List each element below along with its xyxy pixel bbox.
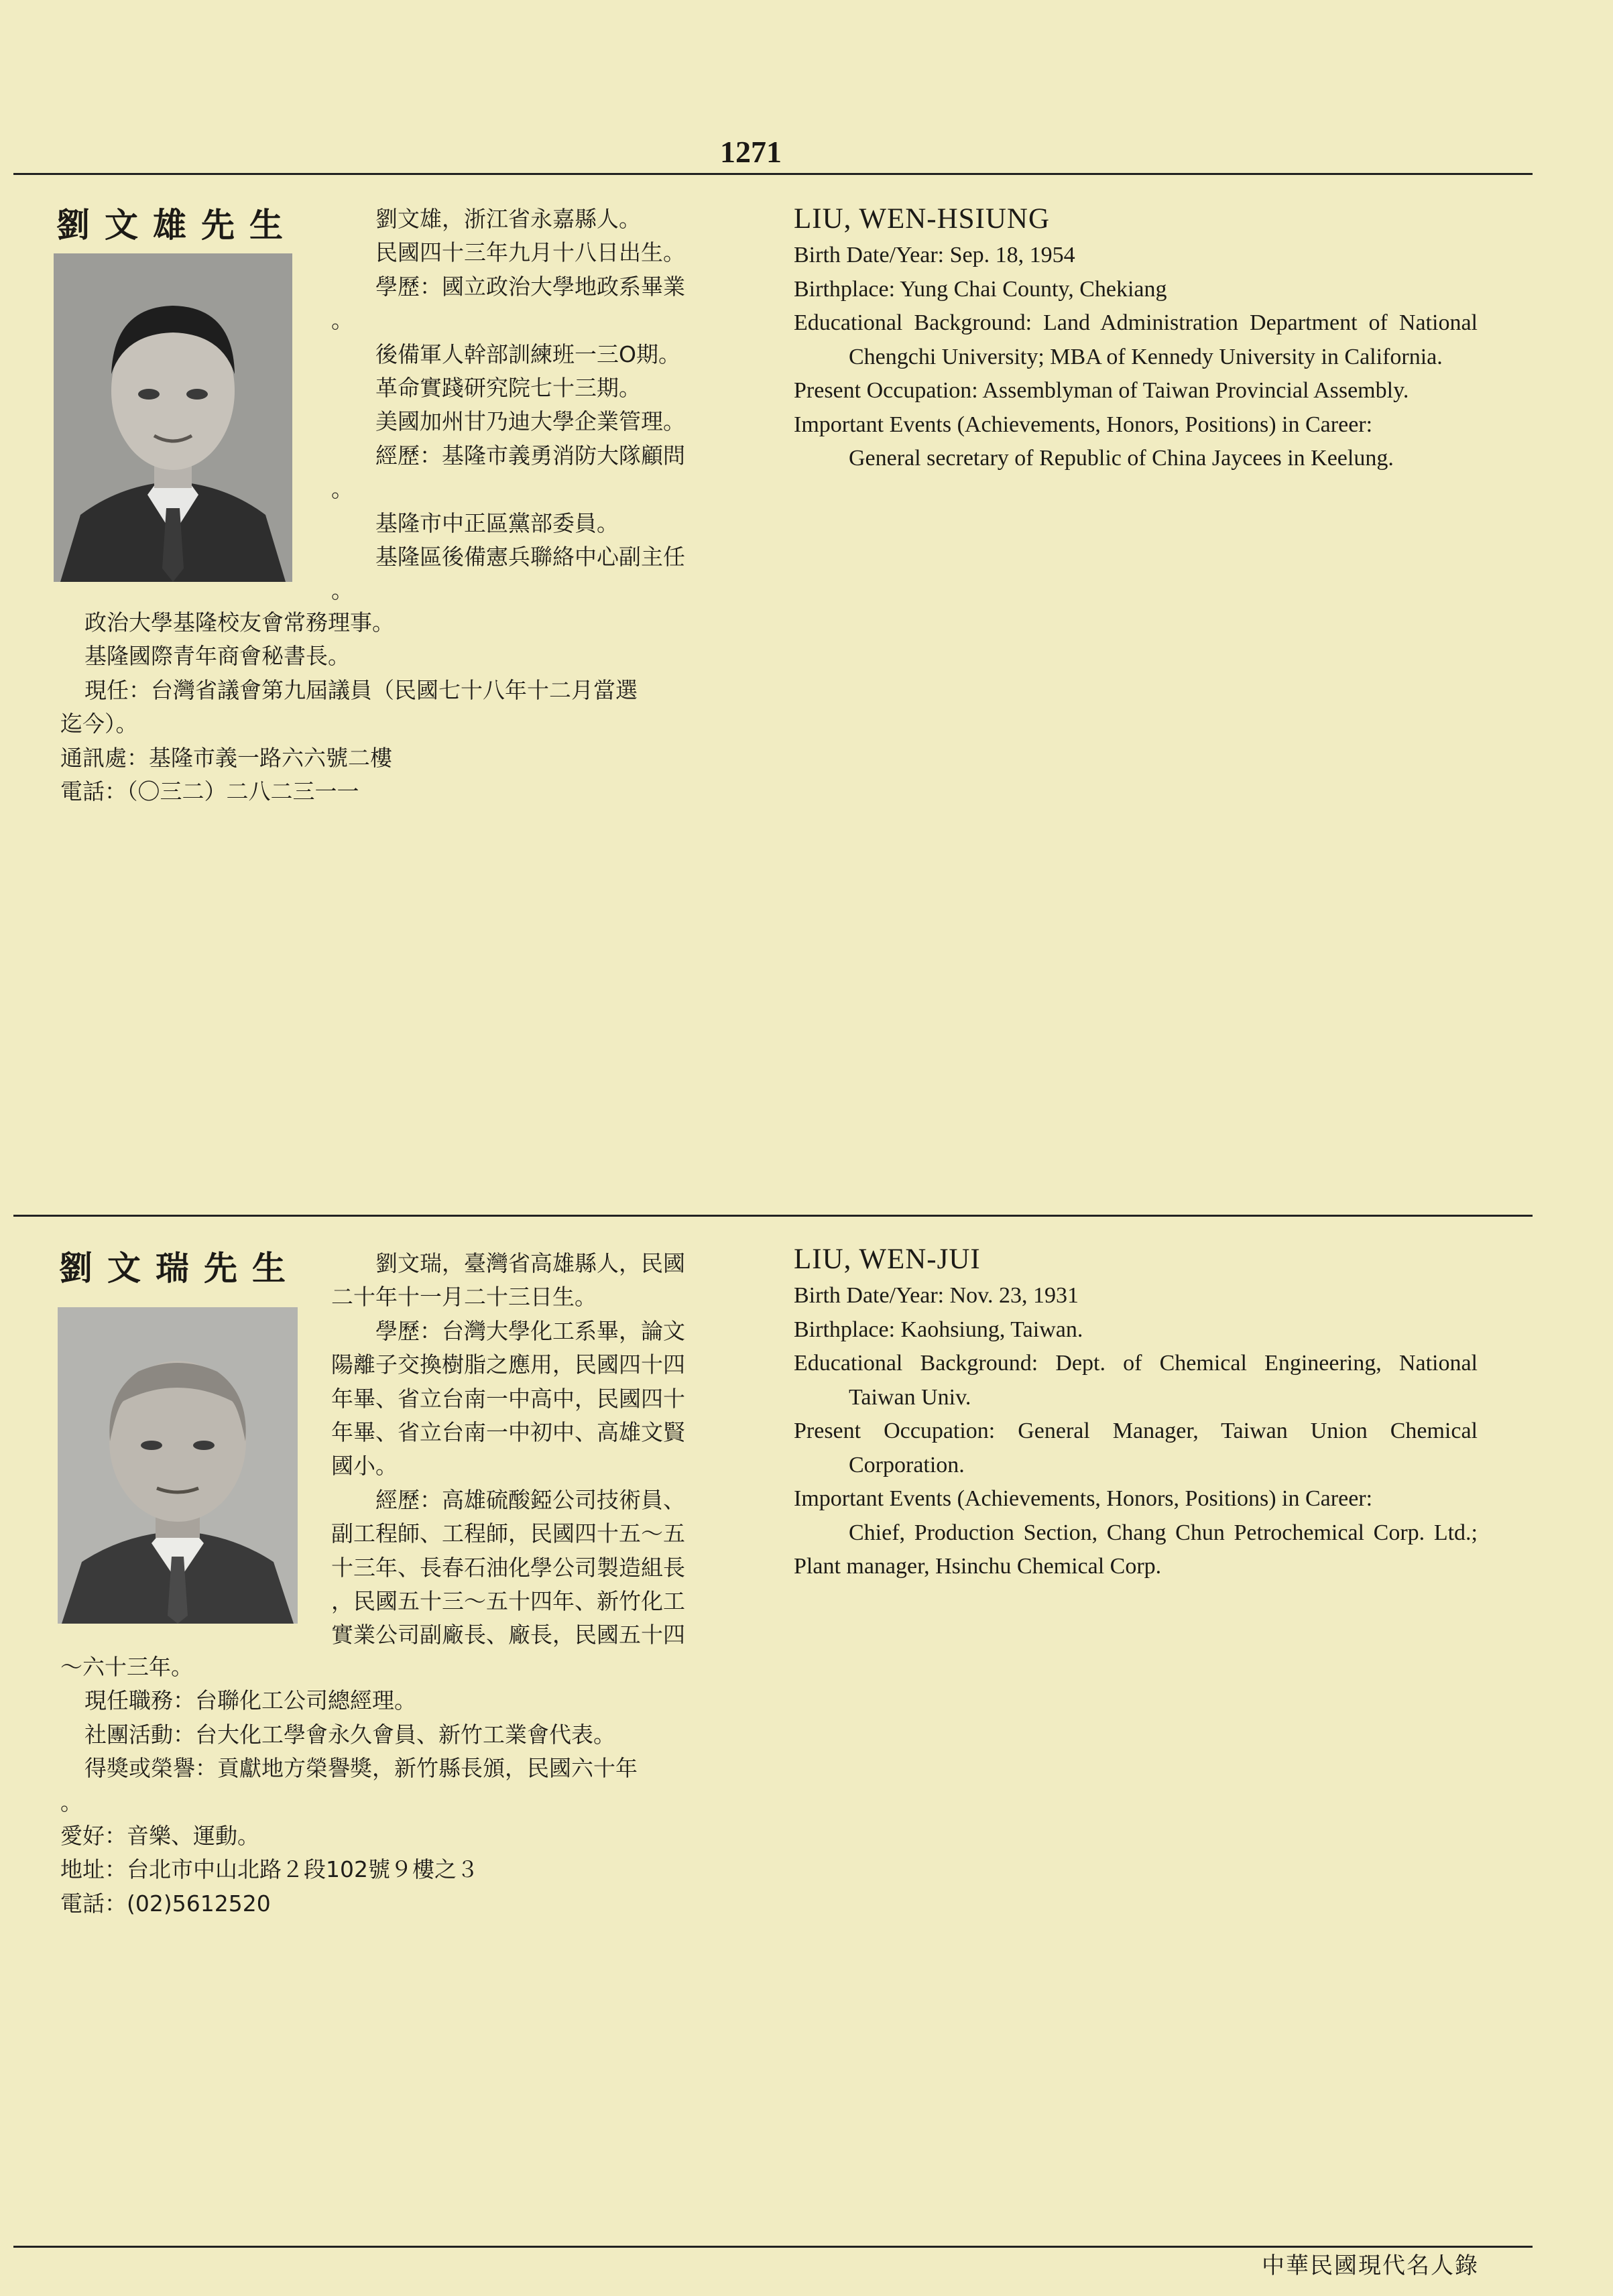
bio-line: 陽離子交換樹脂之應用，民國四十四: [331, 1351, 685, 1378]
portrait-photo: [58, 1307, 298, 1624]
bio-line: 基隆市中正區黨部委員。: [375, 509, 619, 536]
important-events: Chief, Production Section, Chang Chun Petrochemical Corp. Ltd.; Plant manager, Hsinchu Chemical Corp.: [794, 1520, 1478, 1579]
birth-date: Birth Date/Year: Nov. 23, 1931: [794, 1283, 1079, 1308]
bio-line: 政治大學基隆校友會常務理事。: [84, 609, 394, 636]
bio-line: 副工程師、工程師，民國四十五～五: [331, 1520, 685, 1547]
english-bio: [794, 201, 1478, 476]
bio-line: 年畢、省立台南一中初中、高雄文賢: [331, 1419, 685, 1446]
birthplace: Birthplace: Kaohsiung, Taiwan.: [794, 1317, 1083, 1342]
chinese-bio-full-width: [60, 1650, 638, 1921]
bio-line: 。: [331, 577, 353, 604]
present-occupation: Present Occupation: General Manager, Taiwan Union Chemical Corporation.: [794, 1418, 1478, 1477]
events-label: Important Events (Achievements, Honors, Positions) in Career:: [794, 1486, 1373, 1511]
contact-phone: 電話：（〇三二）二八二三一一: [60, 778, 359, 805]
associations: 社團活動：台大化工學會永久會員、新竹工業會代表。: [84, 1721, 615, 1748]
page-number: 1271: [720, 135, 782, 169]
man-portrait-icon: [58, 1307, 298, 1624]
bio-line: 學歷：台灣大學化工系畢，論文: [375, 1317, 685, 1344]
bio-line: 二十年十一月二十三日生。: [331, 1284, 597, 1311]
bio-line: 。: [60, 1789, 82, 1815]
man-portrait-icon: [54, 253, 292, 582]
events-label: Important Events (Achievements, Honors, Positions) in Career:: [794, 412, 1373, 437]
birth-date: Birth Date/Year: Sep. 18, 1954: [794, 243, 1075, 267]
chinese-bio-column: [331, 1247, 685, 1652]
education: Educational Background: Dept. of Chemical Engineering, National Taiwan Univ.: [794, 1351, 1478, 1410]
bio-line: 。: [331, 476, 353, 503]
important-events: General secretary of Republic of China Jaycees in Keelung.: [849, 446, 1394, 471]
bio-line: 十三年、長春石油化學公司製造組長: [331, 1554, 685, 1581]
bio-line: 實業公司副廠長、廠長，民國五十四: [331, 1622, 685, 1648]
english-name: LIU, WEN-HSIUNG: [794, 203, 1051, 235]
bio-line: 後備軍人幹部訓練班一三O期。: [375, 341, 680, 367]
bio-line: 迄今）。: [60, 711, 138, 737]
footer-book-title: 中華民國現代名人錄: [1262, 2252, 1479, 2279]
bio-line: ，民國五十三～五十四年、新竹化工: [331, 1588, 685, 1615]
chinese-bio-full-width: [60, 606, 638, 808]
portrait-photo: [54, 253, 292, 582]
bio-line: 。: [331, 307, 353, 334]
bio-line: 美國加州甘乃迪大學企業管理。: [375, 408, 685, 435]
chinese-name: 劉文瑞先生: [59, 1249, 300, 1288]
english-name: LIU, WEN-JUI: [794, 1244, 981, 1275]
contact-address: 通訊處：基隆市義一路六六號二樓: [60, 744, 392, 771]
education: Educational Background: Land Administration Department of National Chengchi University; MBA of Kennedy University in California.: [794, 310, 1478, 369]
present-occupation: Present Occupation: Assemblyman of Taiwan Provincial Assembly.: [794, 378, 1409, 403]
section-divider: [13, 1215, 1533, 1217]
chinese-bio-column: [331, 202, 685, 608]
bio-line: 年畢、省立台南一中高中，民國四十: [331, 1385, 685, 1412]
bio-line: 劉文雄，浙江省永嘉縣人。: [375, 206, 641, 232]
hobbies: 愛好：音樂、運動。: [60, 1823, 259, 1850]
contact-phone: 電話：(02)5612520: [60, 1890, 271, 1917]
english-bio: [794, 1242, 1478, 1584]
honors: 得獎或榮譽：貢獻地方榮譽獎，新竹縣長頒，民國六十年: [84, 1755, 638, 1782]
chinese-name: 劉文雄先生: [56, 206, 298, 245]
bio-line: 基隆區後備憲兵聯絡中心副主任: [375, 544, 685, 570]
bio-line: 革命實踐研究院七十三期。: [375, 375, 641, 402]
bio-line: 國小。: [331, 1453, 398, 1479]
bio-line: 劉文瑞，臺灣省高雄縣人，民國: [375, 1250, 685, 1276]
header-rule: [13, 173, 1533, 175]
current-position: 現任職務：台聯化工公司總經理。: [84, 1687, 416, 1714]
bio-line: 學歷：國立政治大學地政系畢業: [375, 273, 685, 300]
contact-address: 地址：台北市中山北路２段102號９樓之３: [60, 1856, 479, 1883]
bio-line: 基隆國際青年商會秘書長。: [84, 643, 350, 670]
birthplace: Birthplace: Yung Chai County, Chekiang: [794, 276, 1167, 302]
bio-line: 現任：台灣省議會第九屆議員（民國七十八年十二月當選: [84, 676, 638, 703]
bio-line: 經歷：基隆市義勇消防大隊顧問: [375, 442, 685, 469]
bio-line: 民國四十三年九月十八日出生。: [375, 239, 685, 266]
bio-line: 經歷：高雄硫酸錏公司技術員、: [375, 1486, 685, 1513]
bio-line: ～六十三年。: [60, 1654, 193, 1680]
